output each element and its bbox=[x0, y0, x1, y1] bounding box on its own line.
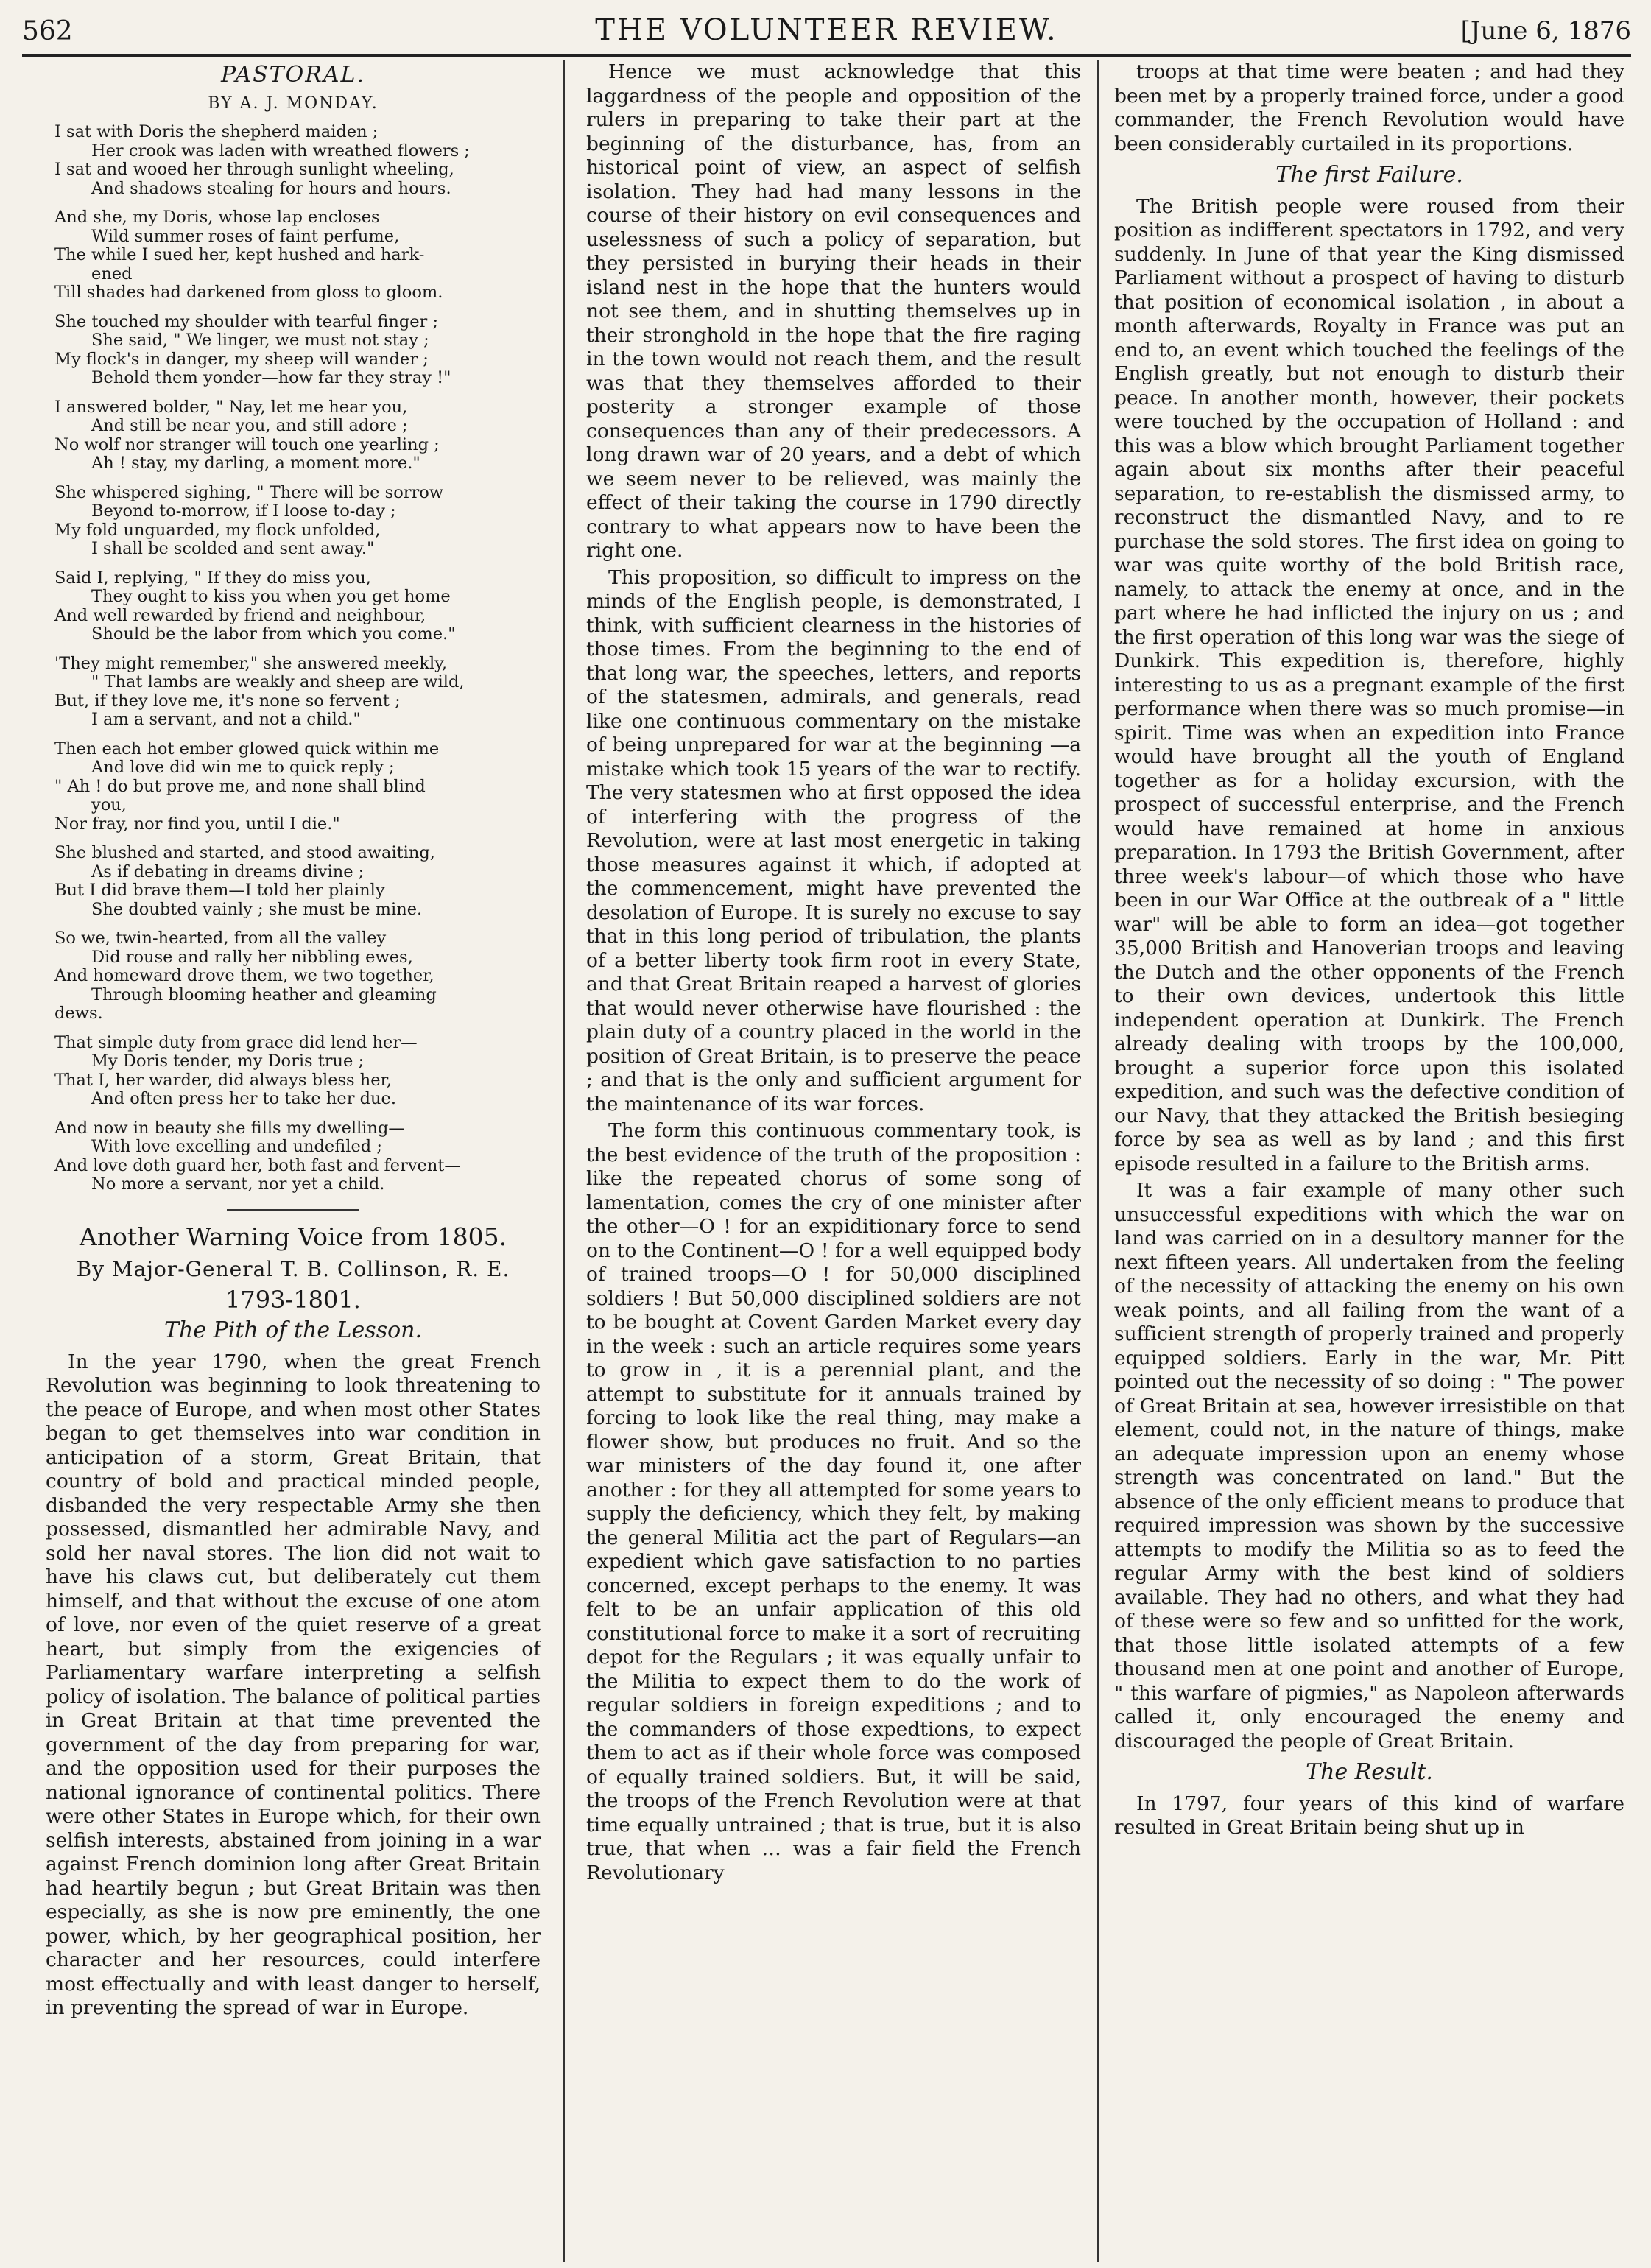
poem-stanza bbox=[54, 123, 541, 198]
poem-line: She doubted vainly ; she must be mine. bbox=[91, 899, 423, 919]
column-1-paragraphs bbox=[46, 1350, 541, 2021]
poem-line: She whispered sighing, " There will be sorrow bbox=[54, 482, 444, 502]
column-3-paragraphs-b bbox=[1114, 195, 1624, 1754]
paragraph: Hence we must acknowledge that this laggardness of the people and opposition of the rulers in preparing to take their part at the beginning of the disturbance, has, from an historical point of view, an aspect of selfish isolation. They had had many lessons in the course of their history on evil consequences and uselessness of such a policy of separation, but they persisted in burying their heads in their island nest in the hope that the hunters would not see them, and in shutting themselves up in their stronghold in the hope that the fire raging in the town would not reach them, and the result was that they themselves afforded to their posterity a stronger example of those consequences than any of their predecessors. A long drawn war of 20 years, and a debt of which we seem never to be relieved, was mainly the effect of their taking the course in 1790 directly contrary to what appears now to have been the right one. bbox=[586, 60, 1081, 562]
paragraph: The form this continuous commentary took, is the best evidence of the truth of the proposition : like the repeated chorus of some song of lamentation, comes the cry of one minister after the other—O ! for an expiditionary force to send on to the Continent—O ! for a well equipped body of trained troops—O ! for 50,000 disciplined soldiers ! But 50,000 disciplined soldiers are not to be bought at Covent Garden Market every day in the week : such an article requires some years to grow in , it is a perennial plant, and the attempt to substitute for it annuals trained by forcing to look like the real thing, may make a flower show, but produces no fruit. And so the war ministers of the day found it, one after another : for they all attempted for some years to supply the deficiency, which they felt, by making the general Militia act the part of Regulars—an expedient which gave satisfaction to no parties concerned, except perhaps to the enemy. It was felt to be an unfair application of this old constitutional force to make it a sort of recruiting depot for the Regulars ; it was equally unfair to the Militia to expect them to do the work of regular soldiers in foreign expeditions ; and to the commanders of those expedtions, to expect them to act as if their whole force was composed of equally trained soldiers. But, it will be said, the troops of the French Revolution were at that time equally untrained ; that is true, but it is also true, that when … was a fair field the French Revolutionary bbox=[586, 1119, 1081, 1884]
poem-line: But, if they love me, it's none so fervent ; bbox=[54, 691, 401, 711]
poem-line: 'They might remember," she answered meekly, bbox=[54, 653, 448, 673]
poem-line: And now in beauty she fills my dwelling— bbox=[54, 1118, 405, 1138]
poem-line: Through blooming heather and gleaming bbox=[91, 985, 437, 1004]
poem-line: And she, my Doris, whose lap encloses bbox=[54, 208, 380, 227]
poem-line: And love did win me to quick reply ; bbox=[91, 758, 395, 777]
poem-line: The while I sued her, kept hushed and hark- bbox=[54, 245, 425, 264]
column-3 bbox=[1114, 60, 1624, 2262]
masthead bbox=[22, 10, 1631, 54]
poem-stanza bbox=[54, 1119, 541, 1194]
poem-line: ened bbox=[91, 264, 133, 284]
poem-stanza bbox=[54, 484, 541, 559]
subhead-first-failure: The first Failure. bbox=[1275, 162, 1463, 188]
poem-line: My Doris tender, my Doris true ; bbox=[91, 1052, 365, 1071]
poem-line: Nor fray, nor find you, until I die." bbox=[54, 814, 340, 834]
poem-line: My fold unguarded, my flock unfolded, bbox=[54, 520, 381, 540]
poem-line: Ah ! stay, my darling, a moment more." bbox=[91, 454, 420, 473]
poem-line: And love doth guard her, both fast and fervent— bbox=[54, 1155, 461, 1175]
paragraph: In 1797, four years of this kind of warfare resulted in Great Britain being shut up in bbox=[1114, 1792, 1624, 1839]
poem-line: As if debating in dreams divine ; bbox=[91, 862, 365, 881]
poem-line: you, bbox=[91, 795, 127, 814]
poem-author: BY A. J. MONDAY. bbox=[208, 94, 379, 113]
poem-line: I am a servant, and not a child." bbox=[91, 710, 361, 729]
poem-line: She touched my shoulder with tearful finger ; bbox=[54, 311, 439, 331]
article-title: Another Warning Voice from 1805. bbox=[79, 1222, 507, 1251]
poem-stanza bbox=[54, 398, 541, 473]
paragraph: This proposition, so difficult to impress on the minds of the English people, is demonstrated, I think, with sufficient clearness in the histories of those times. From the beginning to the end of that long war, the speeches, letters, and reports of the statesmen, admirals, and generals, read like one continuous commentary on the mistake of being unprepared for war at the beginning —a mistake which took 15 years of the war to rectify. The very statesmen who at first opposed the idea of interfering with the progress of the Revolution, were at last most energetic in taking those measures against it which, if adopted at the commencement, might have prevented the desolation of Europe. It is surely no excuse to say that in this long period of tribulation, the plants of a better liberty took firm root in every State, and that Great Britain reaped a harvest of glories that would never otherwise have flourished : the plain duty of a country placed in the world in the position of Great Britain, is to preserve the peace ; and that is the only and sufficient argument for the maintenance of its war forces. bbox=[586, 566, 1081, 1116]
poem-title: PASTORAL. bbox=[221, 62, 365, 88]
page-number: 562 bbox=[22, 16, 73, 46]
poem-line: Should be the labor from which you come." bbox=[91, 624, 456, 644]
article-years: 1793-1801. bbox=[225, 1285, 361, 1314]
poem-line: With love excelling and undefiled ; bbox=[91, 1137, 382, 1156]
poem-line: Then each hot ember glowed quick within me bbox=[54, 739, 440, 758]
poem-stanza bbox=[54, 1034, 541, 1109]
poem-stanza bbox=[54, 929, 541, 1024]
subhead-pith: The Pith of the Lesson. bbox=[163, 1317, 423, 1343]
newspaper-title: THE VOLUNTEER REVIEW. bbox=[595, 13, 1058, 47]
poem-line: dews. bbox=[54, 1004, 103, 1023]
poem-line: I sat and wooed her through sunlight wheeling, bbox=[54, 160, 454, 179]
poem-line: Wild summer roses of faint perfume, bbox=[91, 226, 400, 246]
poem-line: And well rewarded by friend and neighbour, bbox=[54, 605, 426, 625]
poem-stanza bbox=[54, 313, 541, 388]
poem-stanza bbox=[54, 740, 541, 834]
column-rule-2 bbox=[1097, 60, 1099, 2262]
poem-line: And homeward drove them, we two together, bbox=[54, 966, 434, 985]
issue-date: [June 6, 1876 bbox=[1460, 16, 1631, 46]
poem-line: Till shades had darkened from gloss to gloom. bbox=[54, 283, 443, 302]
poem-stanza bbox=[54, 208, 541, 303]
poem-line: My flock's in danger, my sheep will wander ; bbox=[54, 349, 429, 369]
poem-line: And still be near you, and still adore ; bbox=[91, 416, 408, 435]
poem-line: I shall be scolded and sent away." bbox=[91, 539, 375, 558]
poem-line: Beyond to-morrow, if I loose to-day ; bbox=[91, 501, 396, 521]
poem-line: And shadows stealing for hours and hours. bbox=[91, 178, 451, 198]
paragraph: It was a fair example of many other such unsuccessful expeditions with which the war on land was carried on in a desultory manner for the next fifteen years. All undertaken from the feeling of the necessity of attacking the enemy on his own weak points, and all failing from the want of a sufficient strength of properly trained and properly equipped soldiers. Early in the war, Mr. Pitt pointed out the necessity of so doing : " The power of Great Britain at sea, however irresistible on that element, could not, in the nature of things, make an adequate impression upon an enemy whose strength was concentrated on land." But the absence of the only efficient means to produce that required impression was shown by the successive attempts to modify the Militia so as to feed the regular Army with the best kind of soldiers available. They had no others, and what they had of these were so few and so unfitted for the work, that those little isolated attempts of a few thousand men at one point and another of Europe, " this warfare of pigmies," as Napoleon afterwards called it, only encouraged the enemy and discouraged the people of Great Britain. bbox=[1114, 1179, 1624, 1753]
poem-line: I sat with Doris the shepherd maiden ; bbox=[54, 122, 379, 141]
poem-line: Said I, replying, " If they do miss you, bbox=[54, 568, 371, 588]
column-3-paragraphs-a bbox=[1114, 60, 1624, 156]
poem-line: No wolf nor stranger will touch one yearling ; bbox=[54, 434, 440, 454]
subhead-result: The Result. bbox=[1306, 1759, 1433, 1785]
poem-line: Did rouse and rally her nibbling ewes, bbox=[91, 947, 413, 967]
paragraph: The British people were roused from their position as indifferent spectators in 1792, and very suddenly. In June of that year the King dismissed Parliament without a prospect of having to disturb that position of economical isolation , in about a month afterwards, Royalty in France was put an end to, an event which touched the feelings of the English greatly, but not enough to disturb their peace. In another month, however, their pockets were touched by the occupation of Holland : and this was a blow which brought Parliament together again about six months after their peaceful separation, to re-establish the dismissed army, to reconstruct the dismantled Navy, and to re purchase the sold stores. The first idea on going to war was quite worthy of the bold British race, namely, to attack the enemy at once, and in the part where he had inflicted the injury on us ; and the first operation of this long war was the siege of Dunkirk. This expedition is, therefore, highly interesting to us as a pregnant example of the first performance when there was so much promise—in spirit. Time was when an expedition into France would have brought all the youth of England together as for a holiday excursion, with the prospect of successful enterprise, and the French would have remained at home in anxious preparation. In 1793 the British Government, after three week's labour—of which those who have been in our War Office at the outbreak of a " little war" will be able to form an idea—got together 35,000 British and Hanoverian troops and leaving the Dutch and the other opponents of the French to their own devices, undertook this little independent operation at Dunkirk. The French already dealing with troops by the 100,000, brought a superior force upon this isolated expedition, and such was the defective condition of our Navy, that they attacked the British besieging force by sea as well as by land ; and this first episode resulted in a failure to the British arms. bbox=[1114, 194, 1624, 1175]
poem-line: No more a servant, nor yet a child. bbox=[91, 1174, 385, 1194]
column-2 bbox=[586, 60, 1081, 2262]
poem-body bbox=[46, 123, 541, 1194]
poem-line: Her crook was laden with wreathed flowers ; bbox=[91, 141, 470, 161]
poem-stanza bbox=[54, 655, 541, 730]
poem-line: So we, twin-hearted, from all the valley bbox=[54, 929, 387, 948]
poem-line: That simple duty from grace did lend her— bbox=[54, 1032, 418, 1052]
paragraph: troops at that time were beaten ; and had they been met by a properly trained force, under a good commander, the French Revolution would have been considerably curtailed in its proportions. bbox=[1114, 60, 1624, 155]
poem-line: " That lambs are weakly and sheep are wild, bbox=[91, 672, 465, 691]
header-rule bbox=[22, 54, 1631, 57]
column-1 bbox=[46, 60, 541, 2262]
column-2-paragraphs bbox=[586, 60, 1081, 1885]
column-rule-1 bbox=[563, 60, 565, 2262]
column-3-paragraphs-c bbox=[1114, 1792, 1624, 1840]
poem-line: That I, her warder, did always bless her, bbox=[54, 1070, 392, 1090]
poem-line: But I did brave them—I told her plainly bbox=[54, 881, 385, 900]
poem-line: And often press her to take her due. bbox=[91, 1089, 396, 1108]
poem-line: They ought to kiss you when you get home bbox=[91, 587, 451, 606]
poem-stanza bbox=[54, 844, 541, 919]
section-divider bbox=[227, 1209, 359, 1211]
article-author: By Major-General T. B. Collinson, R. E. bbox=[76, 1257, 510, 1281]
poem-line: " Ah ! do but prove me, and none shall blind bbox=[54, 776, 426, 796]
poem-line: She blushed and started, and stood awaiting, bbox=[54, 843, 435, 862]
poem-line: She said, " We linger, we must not stay ; bbox=[91, 331, 429, 350]
poem-line: Behold them yonder—how far they stray !" bbox=[91, 368, 451, 387]
paragraph: In the year 1790, when the great French Revolution was beginning to look threatening to the peace of Europe, and when most other States began to get themselves into war condition in anticipation of a storm, Great Britain, that country of bold and practical minded people, disbanded the very respectable Army she then possessed, dismantled her admirable Navy, and sold her naval stores. The lion did not wait to have his claws cut, but deliberately cut them himself, and that without the excuse of one atom of love, nor even of the quiet reserve of a great heart, but simply from the exigencies of Parliamentary warfare interpreting a selfish policy of isolation. The balance of political parties in Great Britain at that time prevented the government of the day from preparing for war, and the opposition used for their purposes the national ignorance of continental politics. There were other States in Europe which, for their own selfish interests, abstained from joining in a war against French dominion long after Great Britain had heartily begun ; but Great Britain was then especially, as she is now pre eminently, the one power, which, by her geographical position, her character and her resources, could interfere most effectually and with least danger to herself, in preventing the spread of war in Europe. bbox=[46, 1350, 541, 2019]
poem-line: I answered bolder, " Nay, let me hear you, bbox=[54, 397, 408, 417]
poem-stanza bbox=[54, 569, 541, 644]
